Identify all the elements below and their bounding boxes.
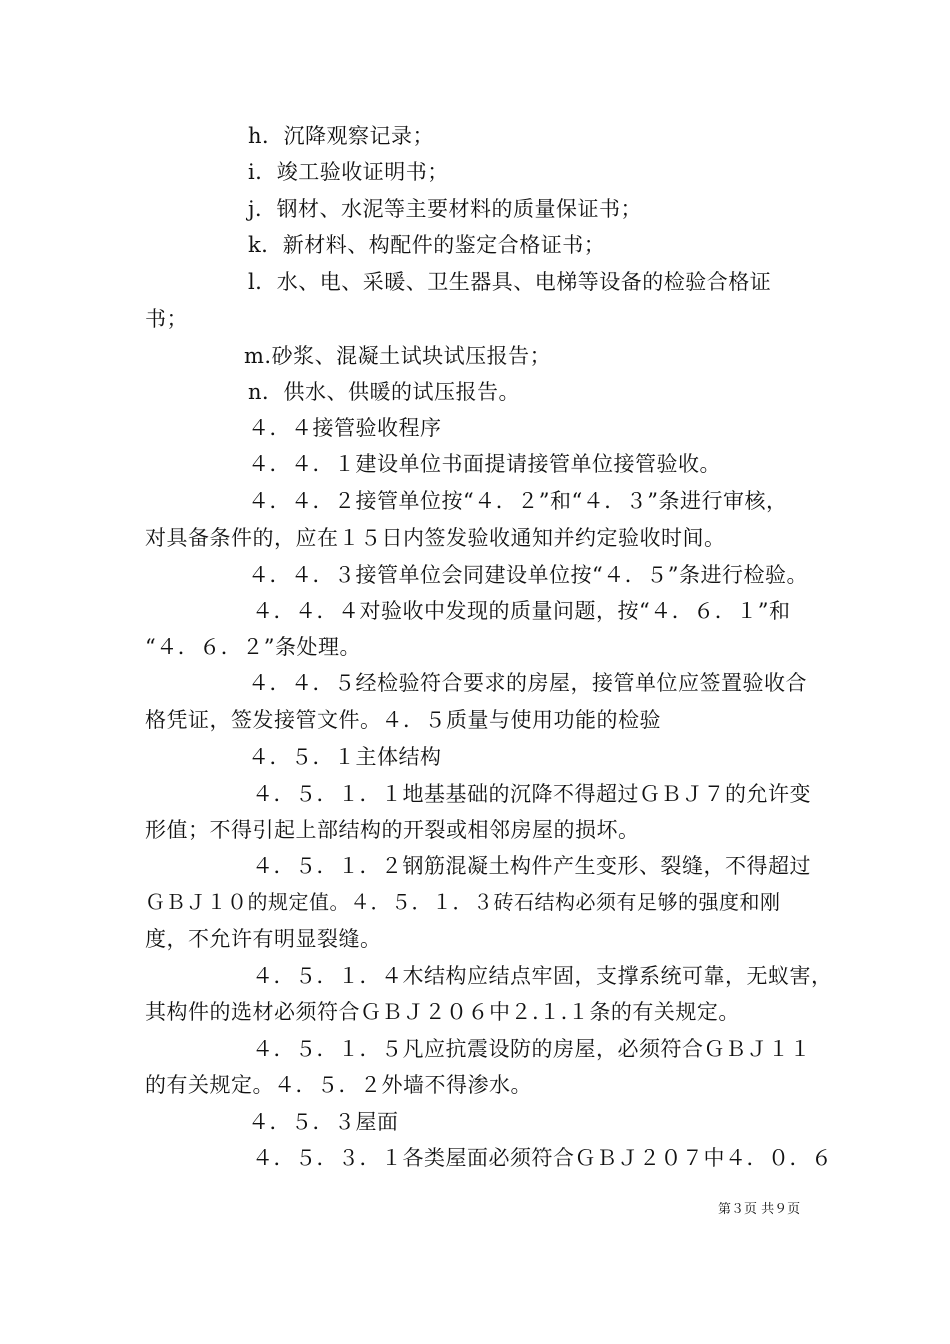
text-line: ４．５．１主体结构 (248, 745, 442, 769)
text-line: 其构件的选材必须符合ＧＢＪ２０６中２.１.１条的有关规定。 (145, 1000, 740, 1024)
text-line: ４．４．５经检验符合要求的房屋，接管单位应签置验收合 (248, 671, 807, 695)
text-line: “４．６．２”条处理。 (145, 635, 361, 659)
text-line: ４．４．３接管单位会同建设单位按“４．５”条进行检验。 (248, 563, 808, 587)
text-line: j．钢材、水泥等主要材料的质量保证书； (248, 197, 643, 221)
text-line: h．沉降观察记录； (248, 124, 435, 148)
text-line: 对具备条件的，应在１５日内签发验收通知并约定验收时间。 (145, 526, 726, 550)
text-line: 的有关规定。４．５．２外墙不得渗水。 (145, 1073, 532, 1097)
page-number-footer: 第３页 共９页 (718, 1202, 801, 1217)
text-line: k．新材料、构配件的鉴定合格证书； (248, 233, 606, 257)
text-line: ４．５．１．５凡应抗震设防的房屋，必须符合ＧＢＪ１１ (252, 1037, 811, 1061)
text-line: ４．５．１．２钢筋混凝土构件产生变形、裂缝，不得超过 (252, 854, 811, 878)
text-line: ４．４接管验收程序 (248, 416, 442, 440)
text-line: ４．４．２接管单位按“４．２”和“４．３”条进行审核， (248, 489, 788, 513)
text-line: 格凭证，签发接管文件。４．５质量与使用功能的检验 (145, 708, 661, 732)
text-line: m.砂浆、混凝土试块试压报告； (244, 344, 552, 368)
text-line: l．水、电、采暖、卫生器具、电梯等设备的检验合格证 (248, 270, 772, 294)
text-line: ４．５．１．１地基基础的沉降不得超过ＧＢＪ７的允许变 (252, 782, 811, 806)
text-line: 度，不允许有明显裂缝。 (145, 927, 382, 951)
text-line: ＧＢＪ１０的规定值。４．５．１．３砖石结构必须有足够的强度和刚 (145, 890, 781, 914)
text-line: n．供水、供暖的试压报告。 (248, 380, 521, 404)
text-line: ４．４．１建设单位书面提请接管单位接管验收。 (248, 452, 721, 476)
text-line: 形值；不得引起上部结构的开裂或相邻房屋的损坏。 (145, 818, 640, 842)
text-line: ４．５．１．４木结构应结点牢固，支撑系统可靠，无蚁害， (252, 964, 833, 988)
text-line: i．竣工验收证明书； (248, 160, 449, 184)
text-line: 书； (145, 307, 188, 331)
text-line: ４．５．３屋面 (248, 1110, 399, 1134)
text-line: ４．５．３．１各类屋面必须符合ＧＢＪ２０７中４．０．６ (252, 1146, 833, 1170)
text-line: ４．４．４对验收中发现的质量问题，按“４．６．１”和 (252, 599, 791, 623)
